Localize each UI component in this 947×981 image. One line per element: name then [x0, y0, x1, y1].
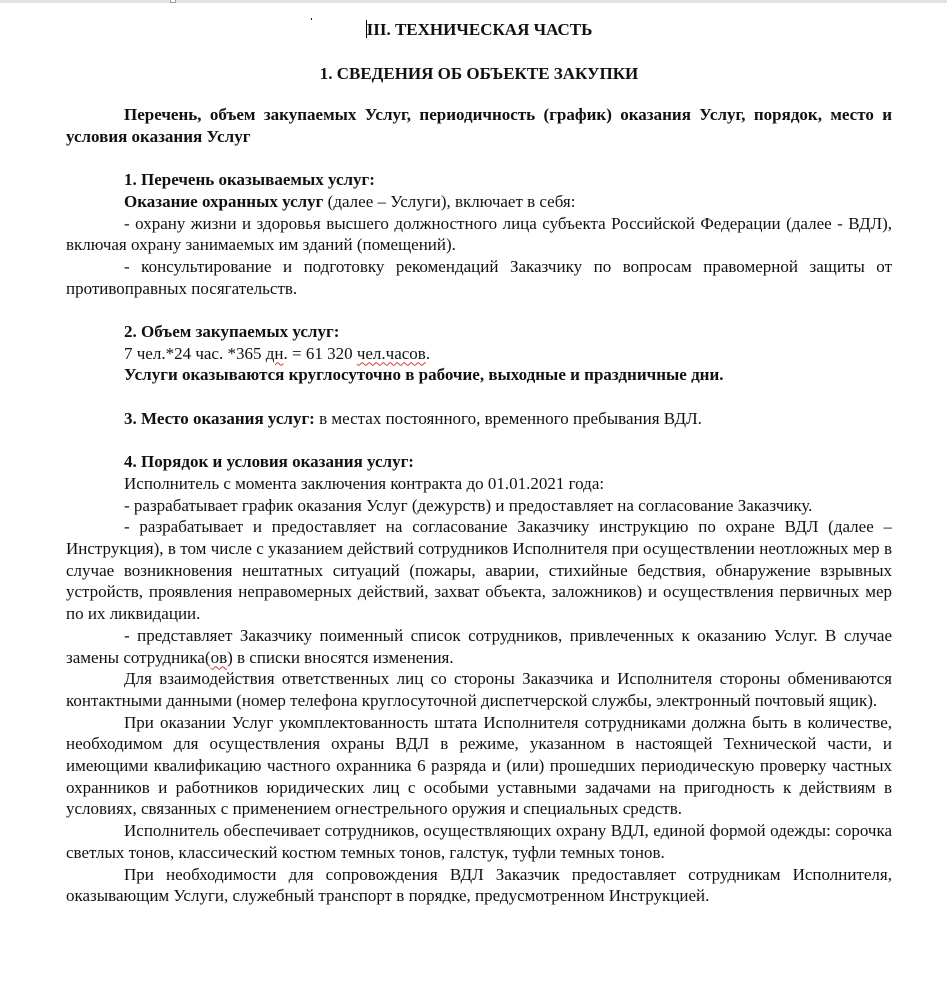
- section4-staffing-paragraph: При оказании Услуг укомплектованность штата Исполнителя сотрудниками должна быть в количестве, необходимом для осуществления охраны ВДЛ в режиме, указанном в настоящей Технической части, и имеющими квалификацию частного охранника 6 разряда и (или) прошедших периодическую проверку частных охранников и работников юридических лиц с особыми уставными задачами на пригодность к действиям в условиях, связанных с применением огнестрельного оружия и специальных средств.: [66, 712, 892, 819]
- section3-paragraph: 3. Место оказания услуг: в местах постоянного, временного пребывания ВДЛ.: [124, 408, 702, 428]
- section4-contacts-paragraph: Для взаимодействия ответственных лиц со стороны Заказчика и Исполнителя стороны обмениваются контактными данными (номер телефона круглосуточной диспетчерской службы, электронный почтовый ящик).: [66, 669, 892, 710]
- section-title: 1. СВЕДЕНИЯ ОБ ОБЪЕКТЕ ЗАКУПКИ: [319, 64, 639, 83]
- section2-formula: 7 чел.*24 час. *365 дн. = 61 320 чел.часов.: [124, 343, 431, 363]
- section2-heading: 2. Объем закупаемых услуг:: [124, 322, 340, 341]
- section4-lead: Исполнитель с момента заключения контракта до 01.01.2021 года:: [124, 473, 605, 493]
- section2-schedule-note: Услуги оказываются круглосуточно в рабочие, выходные и праздничные дни.: [124, 365, 724, 385]
- section4-heading: 4. Порядок и условия оказания услуг:: [124, 452, 414, 472]
- section1-lead: Оказание охранных услуг (далее – Услуги), включает в себя:: [124, 191, 576, 211]
- intro-heading: Перечень, объем закупаемых Услуг, периодичность (график) оказания Услуг, порядок, место и условия оказания Услуг: [66, 105, 892, 146]
- section1-item-1: - охрану жизни и здоровья высшего должностного лица субъекта Российской Федерации (далее - ВДЛ), включая охрану занимаемых им зданий (помещений).: [66, 213, 892, 255]
- ruler-indent-marker[interactable]: [170, 0, 176, 3]
- spellcheck-word[interactable]: дн: [265, 343, 284, 363]
- section1-heading: 1. Перечень оказываемых услуг:: [124, 170, 375, 190]
- horizontal-ruler: [0, 0, 947, 3]
- spellcheck-word[interactable]: чел.часов: [356, 343, 426, 363]
- section3-heading: 3. Место оказания услуг:: [124, 408, 315, 428]
- document-title: III. ТЕХНИЧЕСКАЯ ЧАСТЬ: [366, 20, 593, 39]
- document-body: [66, 104, 892, 907]
- section4-transport-paragraph: При необходимости для сопровождения ВДЛ Заказчик предоставляет сотрудникам Исполнителя, оказывающим Услуги, служебный транспорт в порядке, предусмотренном Инструкцией.: [66, 864, 892, 906]
- spellcheck-word[interactable]: ов: [210, 647, 228, 667]
- section1-item-2: - консультирование и подготовку рекомендаций Заказчику по вопросам правомерной защиты от противоправных посягательств.: [66, 256, 892, 298]
- section4-item-1: - разрабатывает график оказания Услуг (дежурств) и предоставляет на согласование Заказчику.: [124, 495, 813, 515]
- section4-item-2: - разрабатывает и предоставляет на согласование Заказчику инструкцию по охране ВДЛ (далее – Инструкция), в том числе с указанием действий сотрудников Исполнителя при осуществлении неотложных мер в случае возникновения нештатных ситуаций (пожары, аварии, стихийные бедствия, обнаружение взрывных устройств, проявления неправомерных действий, захват объекта, заложников) и осуществления первичных мер по их ликвидации.: [66, 517, 892, 624]
- section4-uniform-paragraph: Исполнитель обеспечивает сотрудников, осуществляющих охрану ВДЛ, единой формой одежды: сорочка светлых тонов, классический костюм темных тонов, галстук, туфли темных тонов.: [66, 821, 892, 862]
- section4-item-3: - представляет Заказчику поименный список сотрудников, привлеченных к оказанию Услуг. В случае замены сотрудника(ов) в списки вносятся изменения.: [66, 625, 892, 667]
